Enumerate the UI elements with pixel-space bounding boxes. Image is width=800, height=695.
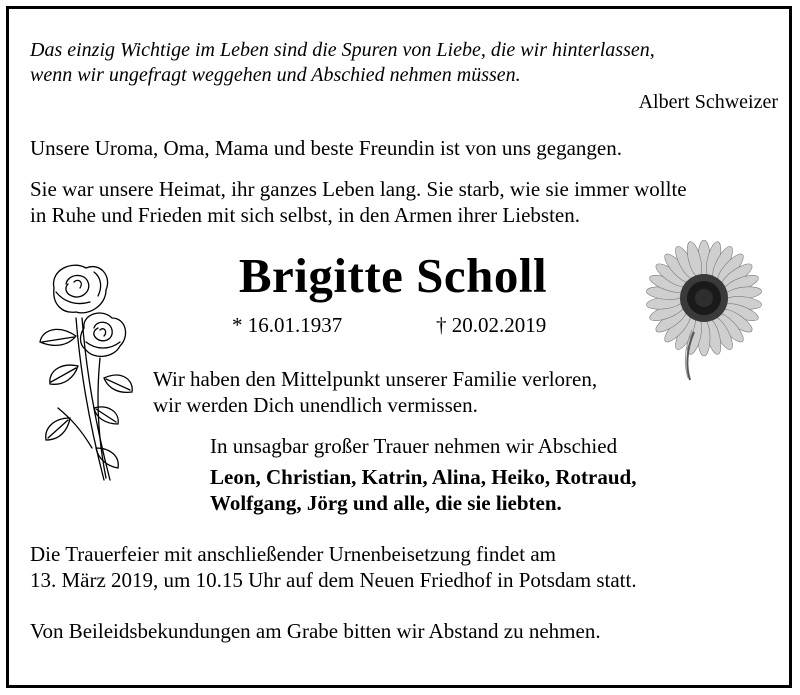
intro-line-1: Unsere Uroma, Oma, Mama und beste Freundin ist von uns gegangen. [30, 136, 622, 160]
quote-line-2: wenn wir ungefragt weggehen und Abschied nehmen müssen. [30, 64, 521, 86]
funeral-line-1: Die Trauerfeier mit anschließender Urnenbeisetzung findet am [30, 542, 556, 566]
birth-date: * 16.01.1937 [232, 313, 343, 337]
funeral-line-2: 13. März 2019, um 10.15 Uhr auf dem Neuen Friedhof in Potsdam statt. [30, 568, 637, 592]
mourners-line-1: Leon, Christian, Katrin, Alina, Heiko, Rotraud, [210, 465, 637, 489]
quote-line-1: Das einzig Wichtige im Leben sind die Spuren von Liebe, die wir hinterlassen, [30, 39, 655, 61]
family-message [153, 366, 597, 418]
mourning-intro: In unsagbar großer Trauer nehmen wir Abschied [210, 434, 618, 458]
mourners-line-2: Wolfgang, Jörg und alle, die sie liebten. [210, 491, 562, 515]
intro-line-3: in Ruhe und Frieden mit sich selbst, in den Armen ihrer Liebsten. [30, 203, 580, 227]
family-message-line-1: Wir haben den Mittelpunkt unserer Familie verloren, [153, 367, 598, 391]
condolence-note: Von Beileidsbekundungen am Grabe bitten wir Abstand zu nehmen. [30, 619, 601, 643]
sunflower-icon [638, 240, 770, 388]
funeral-info [30, 541, 637, 593]
quote-author: Albert Schweizer [638, 91, 778, 113]
deceased-name: Brigitte Scholl [238, 248, 548, 303]
roses-icon [36, 258, 136, 486]
family-message-line-2: wir werden Dich unendlich vermissen. [153, 393, 478, 417]
death-date: † 20.02.2019 [436, 313, 547, 337]
quote [30, 38, 655, 88]
mourners-names [210, 464, 636, 516]
intro-line-2: Sie war unsere Heimat, ihr ganzes Leben lang. Sie starb, wie sie immer wollte [30, 177, 687, 201]
intro-paragraph [30, 176, 687, 228]
